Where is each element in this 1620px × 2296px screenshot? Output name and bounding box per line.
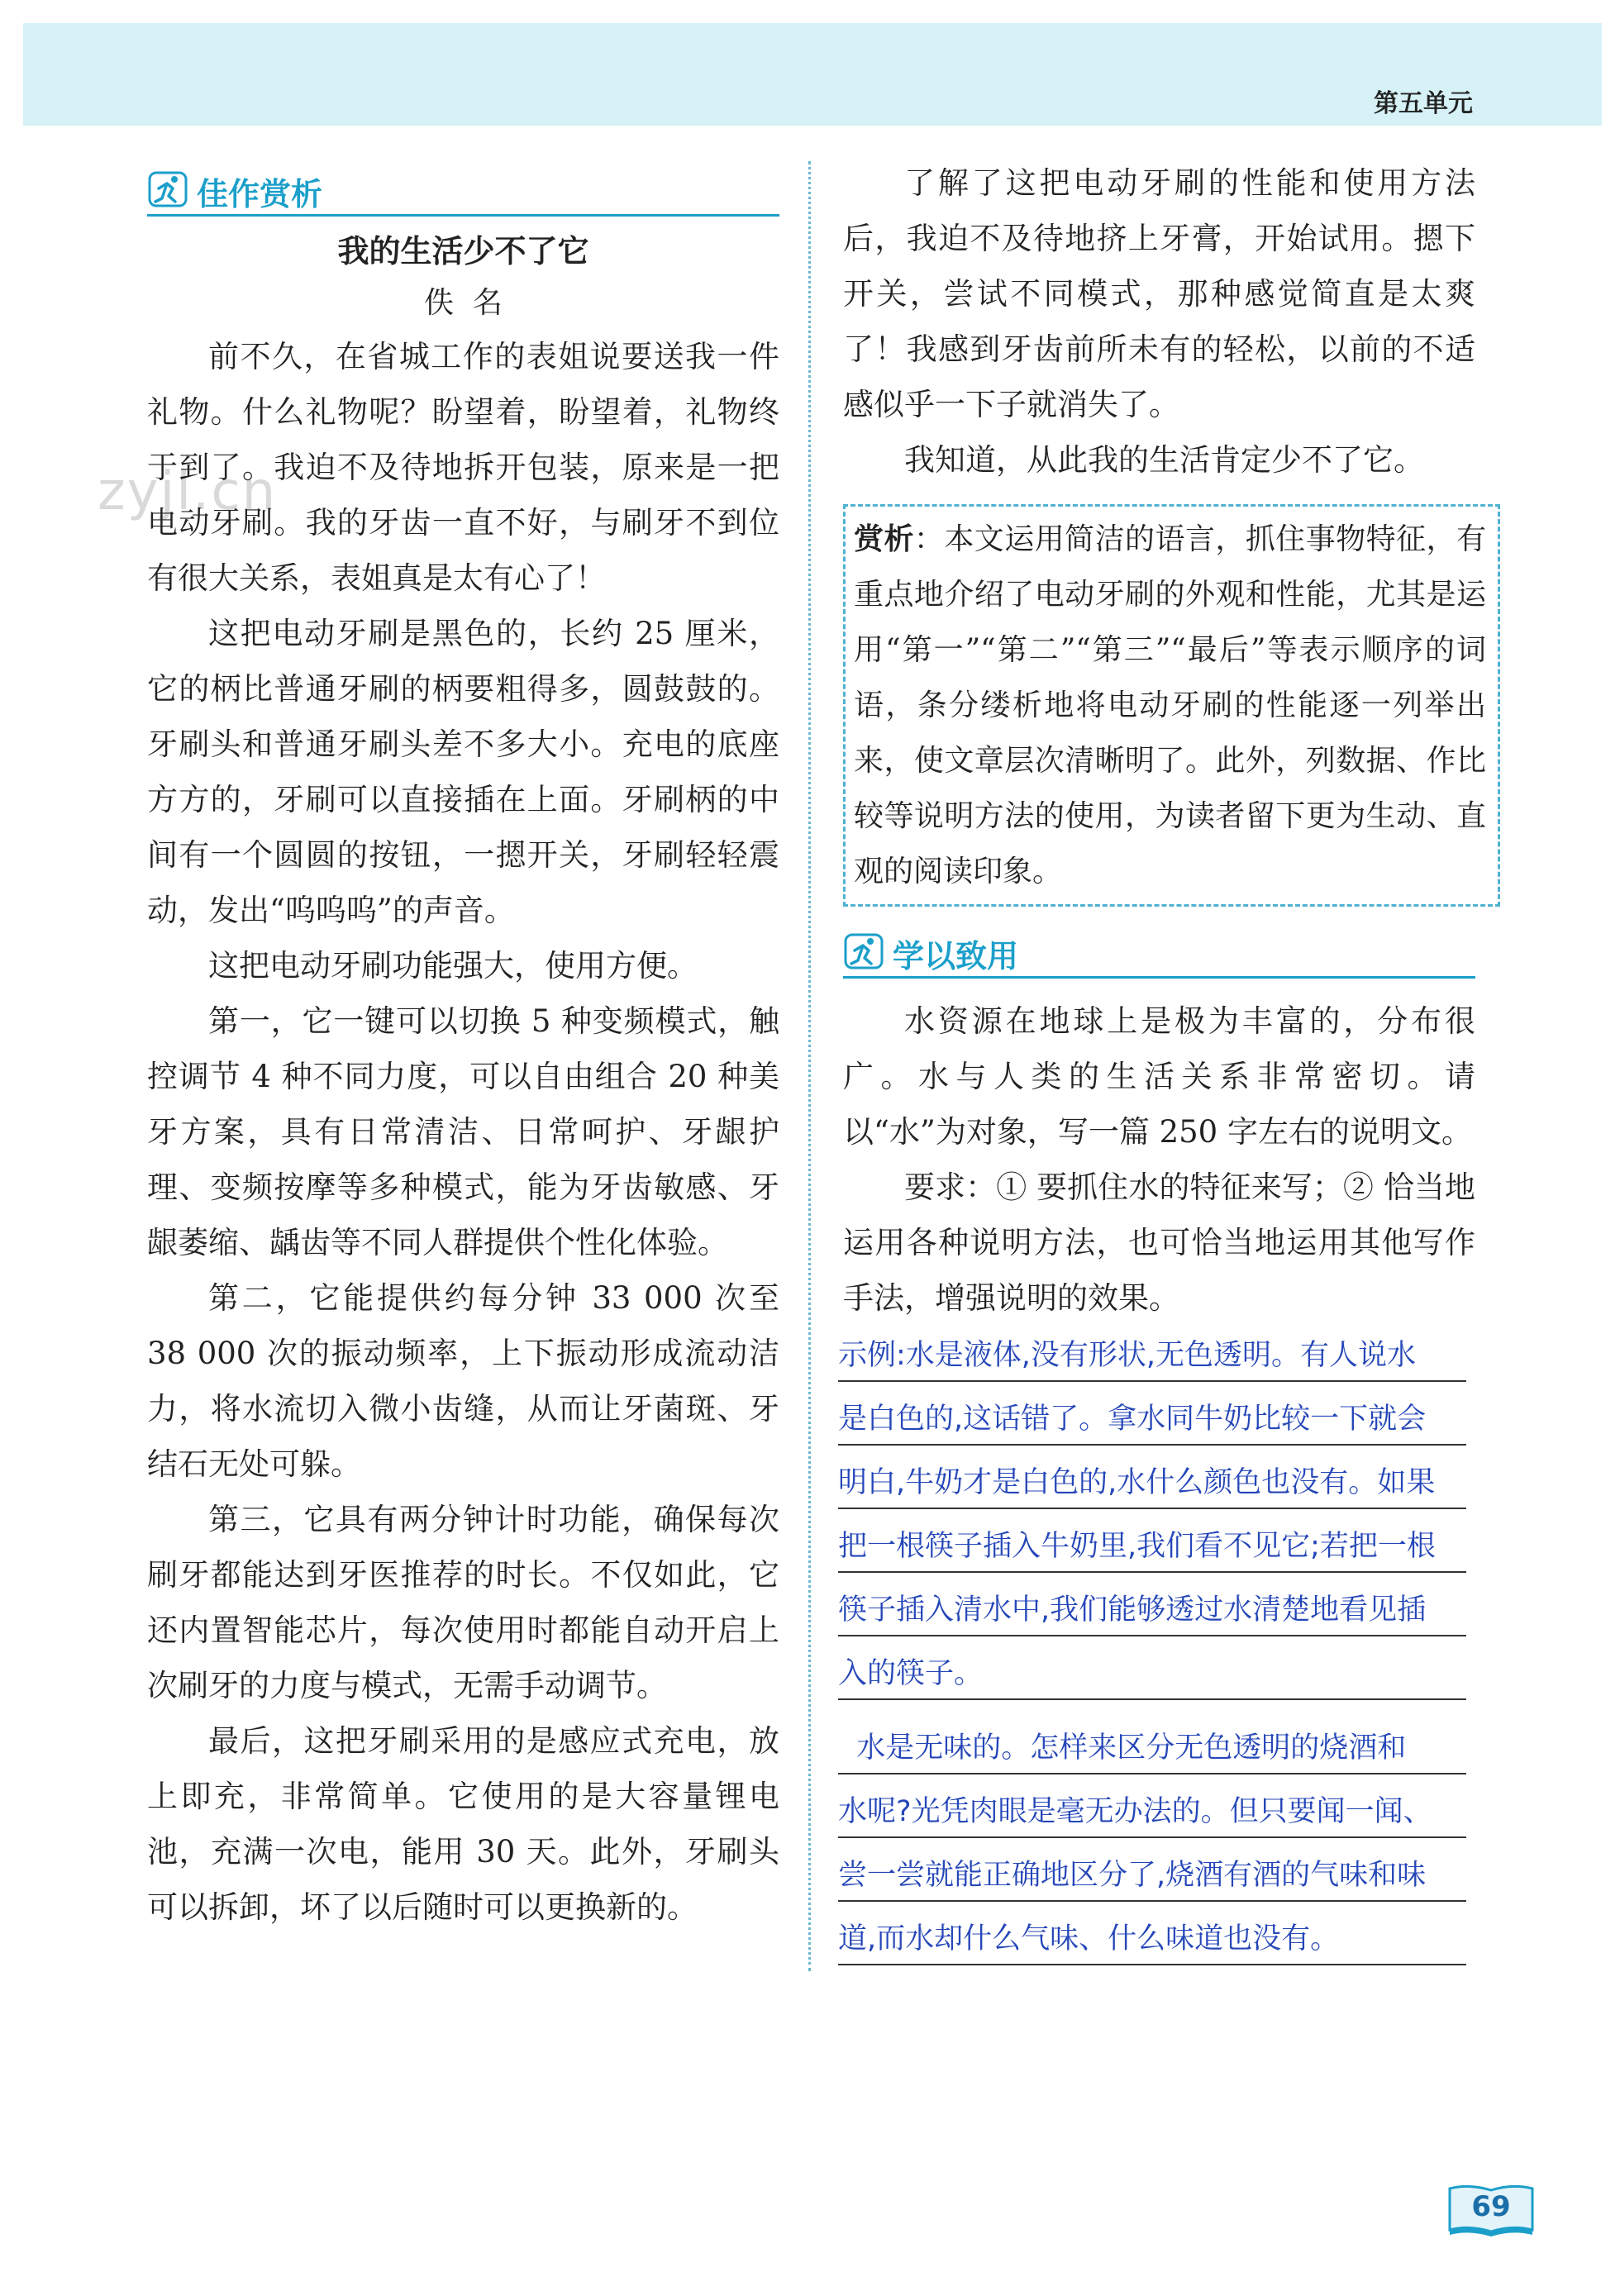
essay-paragraph: 这把电动牙刷功能强大，使用方便。	[208, 948, 698, 984]
section-appreciation-header	[147, 165, 779, 217]
essay-paragraph: 我知道，从此我的生活肯定少不了它。	[904, 442, 1424, 478]
answer-line: 示例:水是液体,没有形状,无色透明。有人说水	[838, 1332, 1466, 1382]
essay-paragraph: 这把电动牙刷是黑色的，长约 25 厘米，它的柄比普通牙刷的柄要粗得多，圆鼓鼓的。牙刷头和普通牙刷头差不多大小。充电的底座方方的，牙刷可以直接插在上面。牙刷柄的中间有一个圆圆的按钮，一摁开关，牙刷轻轻震动，发出“呜呜呜”的声音。	[147, 616, 779, 928]
page-number-box	[1445, 2182, 1537, 2240]
section-appreciation-title: 佳作赏析	[197, 176, 323, 212]
practice-prompt-block	[843, 993, 1475, 1326]
answer-line: 道,而水却什么气味、什么味道也没有。	[838, 1916, 1466, 1965]
essay-paragraph: 前不久，在省城工作的表姐说要送我一件礼物。什么礼物呢？盼望着，盼望着，礼物终于到了。我迫不及待地拆开包装，原来是一把电动牙刷。我的牙齿一直不好，与刷牙不到位有很大关系，表姐真是太有心了！	[147, 339, 779, 596]
answer-line: 是白色的,这话错了。拿水同牛奶比较一下就会	[838, 1396, 1466, 1446]
answer-line: 水呢?光凭肉眼是毫无办法的。但只要闻一闻、	[838, 1789, 1466, 1838]
essay-title: 我的生活少不了它	[337, 233, 589, 269]
answer-line: 入的筷子。	[838, 1651, 1466, 1700]
essay-paragraph: 第二，它能提供约每分钟 33 000 次至 38 000 次的振动频率，上下振动形成流动洁力，将水流切入微小齿缝，从而让牙菌斑、牙结石无处可躲。	[147, 1280, 779, 1482]
essay-paragraph: 第一，它一键可以切换 5 种变频模式，触控调节 4 种不同力度，可以自由组合 20 种美牙方案，具有日常清洁、日常呵护、牙龈护理、变频按摩等多种模式，能为牙齿敏感、牙龈萎缩、龋齿等不同人群提供个性化体验。	[147, 1003, 779, 1260]
essay-left-column	[147, 225, 779, 1935]
analysis-box	[843, 504, 1500, 907]
watermark: zyjl.cn	[98, 461, 278, 522]
essay-right-column	[843, 155, 1475, 488]
analysis-label: 赏析	[854, 522, 914, 556]
essay-paragraph: 了解了这把电动牙刷的性能和使用方法后，我迫不及待地挤上牙膏，开始试用。摁下开关，尝试不同模式，那种感觉简直是太爽了！我感到牙齿前所未有的轻松，以前的不适感似乎一下子就消失了。	[843, 165, 1475, 422]
section-practice-header	[843, 927, 1475, 979]
unit-label: 第五单元	[1374, 89, 1473, 118]
answer-line: 水是无味的。怎样来区分无色透明的烧酒和	[838, 1725, 1466, 1774]
essay-author: 佚 名	[424, 286, 503, 320]
practice-prompt: 水资源在地球上是极为丰富的，分布很广。水与人类的生活关系非常密切。请以“水”为对象，写一篇 250 字左右的说明文。	[843, 1003, 1475, 1150]
section-underline	[147, 214, 779, 217]
header-band	[23, 23, 1602, 126]
answer-line: 尝一尝就能正确地区分了,烧酒有酒的气味和味	[838, 1852, 1466, 1902]
answer-line: 明白,牛奶才是白色的,水什么颜色也没有。如果	[838, 1460, 1466, 1509]
answer-line: 把一根筷子插入牛奶里,我们看不见它;若把一根	[838, 1523, 1466, 1573]
practice-requirement: 要求：① 要抓住水的特征来写；② 恰当地运用各种说明方法，也可恰当地运用其他写作手法，增强说明的效果。	[843, 1169, 1475, 1316]
essay-paragraph: 第三，它具有两分钟计时功能，确保每次刷牙都能达到牙医推荐的时长。不仅如此，它还内置智能芯片，每次使用时都能自动开启上次刷牙的力度与模式，无需手动调节。	[147, 1502, 779, 1703]
analysis-text: ：本文运用简洁的语言，抓住事物特征，有重点地介绍了电动牙刷的外观和性能，尤其是运用“第一”“第二”“第三”“最后”等表示顺序的词语，条分缕析地将电动牙刷的性能逐一列举出来，使文章层次清晰明了。此外，列数据、作比较等说明方法的使用，为读者留下更为生动、直观的阅读印象。	[854, 522, 1486, 888]
runner-icon	[843, 932, 884, 970]
column-divider	[808, 161, 811, 1971]
section-underline	[843, 976, 1475, 979]
essay-paragraph: 最后，这把牙刷采用的是感应式充电，放上即充，非常简单。它使用的是大容量锂电池，充满一次电，能用 30 天。此外，牙刷头可以拆卸，坏了以后随时可以更换新的。	[147, 1723, 779, 1925]
runner-icon	[147, 170, 188, 208]
page-number: 69	[1471, 2190, 1511, 2223]
answer-line: 筷子插入清水中,我们能够透过水清楚地看见插	[838, 1587, 1466, 1636]
section-practice-title: 学以致用	[893, 938, 1019, 974]
